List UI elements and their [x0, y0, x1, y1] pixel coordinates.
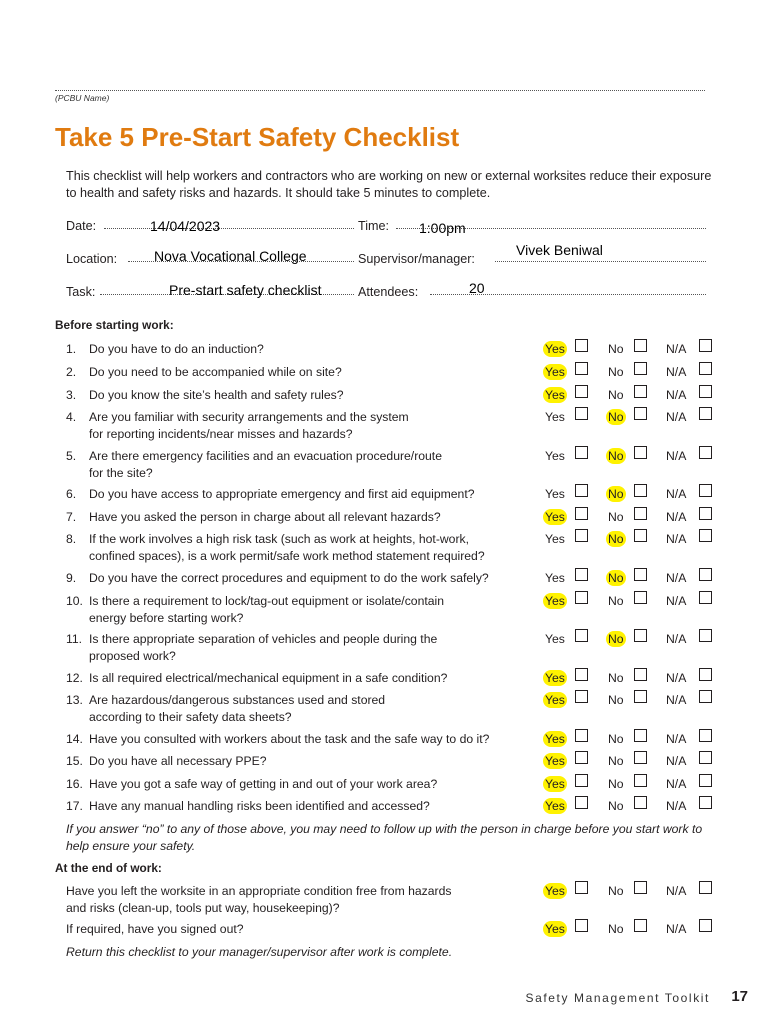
question-text	[66, 448, 541, 481]
option-no-label: No	[608, 777, 624, 791]
question-line: Are hazardous/dangerous substances used and stored	[89, 693, 386, 707]
question-line: and risks (clean-up, tools put way, housekeeping)?	[66, 900, 340, 915]
option-na-checkbox[interactable]	[699, 339, 712, 352]
question-text	[66, 670, 541, 687]
question-text	[66, 731, 541, 748]
footer-title: Safety Management Toolkit	[525, 991, 710, 1005]
option-no-checkbox[interactable]	[634, 774, 647, 787]
option-na-checkbox[interactable]	[699, 729, 712, 742]
question-line: Is there a requirement to lock/tag-out equipment or isolate/contain	[89, 594, 444, 608]
option-na-label: N/A	[666, 487, 687, 501]
option-na-checkbox[interactable]	[699, 507, 712, 520]
option-na-label: N/A	[666, 732, 687, 746]
option-yes-checkbox[interactable]	[575, 446, 588, 459]
option-no-label: No	[608, 388, 624, 402]
question-text	[66, 364, 541, 381]
page-number: 17	[731, 988, 748, 1005]
option-no-label: No	[608, 510, 624, 524]
option-no-checkbox[interactable]	[634, 407, 647, 420]
option-na-checkbox[interactable]	[699, 591, 712, 604]
option-no-label: No	[608, 732, 624, 746]
option-yes-label: Yes	[545, 510, 565, 524]
option-no-checkbox[interactable]	[634, 796, 647, 809]
option-na-checkbox[interactable]	[699, 751, 712, 764]
question-number: 12.	[66, 671, 83, 685]
time-label: Time:	[358, 219, 390, 233]
option-na-label: N/A	[666, 884, 687, 898]
date-value: 14/04/2023	[150, 218, 221, 234]
option-yes-checkbox[interactable]	[575, 568, 588, 581]
option-no-checkbox[interactable]	[634, 591, 647, 604]
option-yes-label: Yes	[545, 693, 565, 707]
option-no-label: No	[608, 571, 624, 585]
question-text	[66, 509, 541, 526]
attendees-value: 20	[469, 280, 485, 296]
question-number: 4.	[66, 410, 77, 424]
option-na-checkbox[interactable]	[699, 668, 712, 681]
option-no-label: No	[608, 365, 624, 379]
option-na-label: N/A	[666, 799, 687, 813]
option-no-checkbox[interactable]	[634, 529, 647, 542]
question-number: 2.	[66, 365, 77, 379]
question-text	[66, 692, 541, 725]
question-number: 6.	[66, 487, 77, 501]
option-no-checkbox[interactable]	[634, 668, 647, 681]
question-line: If required, have you signed out?	[66, 922, 244, 936]
option-no-label: No	[608, 594, 624, 608]
option-na-label: N/A	[666, 365, 687, 379]
option-yes-checkbox[interactable]	[575, 407, 588, 420]
option-yes-label: Yes	[545, 777, 565, 791]
option-yes-label: Yes	[545, 732, 565, 746]
option-yes-checkbox[interactable]	[575, 751, 588, 764]
question-text	[66, 593, 541, 626]
question-line: Do you need to be accompanied while on site?	[89, 365, 342, 379]
option-no-label: No	[608, 449, 624, 463]
location-value: Nova Vocational College	[154, 248, 307, 264]
option-na-checkbox[interactable]	[699, 796, 712, 809]
option-no-checkbox[interactable]	[634, 385, 647, 398]
option-na-label: N/A	[666, 671, 687, 685]
question-text	[66, 341, 541, 358]
question-line: Is there appropriate separation of vehicles and people during the	[89, 632, 438, 646]
question-number: 1.	[66, 342, 77, 356]
option-no-label: No	[608, 632, 624, 646]
option-no-checkbox[interactable]	[634, 690, 647, 703]
option-na-label: N/A	[666, 388, 687, 402]
option-no-checkbox[interactable]	[634, 484, 647, 497]
option-na-label: N/A	[666, 632, 687, 646]
question-text	[66, 798, 541, 815]
question-line: Are there emergency facilities and an evacuation procedure/route	[89, 449, 442, 463]
option-na-checkbox[interactable]	[699, 362, 712, 375]
end-heading: At the end of work:	[55, 861, 162, 875]
option-yes-label: Yes	[545, 594, 565, 608]
attendees-label: Attendees:	[358, 285, 419, 299]
option-no-checkbox[interactable]	[634, 362, 647, 375]
question-line: confined spaces), is a work permit/safe work method statement required?	[89, 548, 485, 563]
question-line: Do you have access to appropriate emergency and first aid equipment?	[89, 487, 475, 501]
question-number: 15.	[66, 754, 83, 768]
question-line: Do you have all necessary PPE?	[89, 754, 267, 768]
option-na-checkbox[interactable]	[699, 690, 712, 703]
option-na-checkbox[interactable]	[699, 568, 712, 581]
question-line: according to their safety data sheets?	[89, 709, 292, 724]
question-line: If the work involves a high risk task (such as work at heights, hot-work,	[89, 532, 469, 546]
question-text	[66, 387, 541, 404]
question-line: Have any manual handling risks been identified and accessed?	[89, 799, 430, 813]
option-na-label: N/A	[666, 594, 687, 608]
question-line: energy before starting work?	[89, 610, 244, 625]
option-yes-label: Yes	[545, 632, 565, 646]
option-no-label: No	[608, 487, 624, 501]
option-no-checkbox[interactable]	[634, 507, 647, 520]
option-yes-checkbox[interactable]	[575, 591, 588, 604]
option-yes-checkbox[interactable]	[575, 668, 588, 681]
question-text	[66, 753, 541, 770]
before-heading: Before starting work:	[55, 318, 174, 332]
question-number: 5.	[66, 449, 77, 463]
question-line: Have you left the worksite in an appropriate condition free from hazards	[66, 884, 452, 898]
option-no-checkbox[interactable]	[634, 729, 647, 742]
option-na-checkbox[interactable]	[699, 529, 712, 542]
option-na-label: N/A	[666, 449, 687, 463]
option-na-label: N/A	[666, 754, 687, 768]
option-yes-label: Yes	[545, 388, 565, 402]
pcbu-name-label: (PCBU Name)	[55, 93, 110, 103]
option-yes-label: Yes	[545, 922, 565, 936]
option-no-label: No	[608, 532, 624, 546]
option-yes-label: Yes	[545, 532, 565, 546]
option-na-checkbox[interactable]	[699, 484, 712, 497]
option-yes-label: Yes	[545, 342, 565, 356]
option-na-label: N/A	[666, 571, 687, 585]
supervisor-label: Supervisor/manager:	[358, 252, 475, 266]
option-no-label: No	[608, 922, 624, 936]
question-number: 9.	[66, 571, 77, 585]
option-no-label: No	[608, 410, 624, 424]
option-na-checkbox[interactable]	[699, 407, 712, 420]
task-value: Pre-start safety checklist	[169, 282, 322, 298]
option-na-label: N/A	[666, 693, 687, 707]
option-yes-label: Yes	[545, 754, 565, 768]
option-yes-label: Yes	[545, 884, 565, 898]
question-number: 14.	[66, 732, 83, 746]
option-yes-checkbox[interactable]	[575, 507, 588, 520]
intro-text: This checklist will help workers and contractors who are working on new or external worksites reduce their exposure to health and safety risks and hazards. It should take 5 minutes to complete.	[66, 169, 712, 200]
option-yes-label: Yes	[545, 410, 565, 424]
question-line: Have you asked the person in charge about all relevant hazards?	[89, 510, 441, 524]
option-na-checkbox[interactable]	[699, 881, 712, 894]
option-na-checkbox[interactable]	[699, 774, 712, 787]
option-yes-label: Yes	[545, 449, 565, 463]
option-no-label: No	[608, 693, 624, 707]
question-text	[66, 570, 541, 587]
option-yes-label: Yes	[545, 571, 565, 585]
option-yes-label: Yes	[545, 671, 565, 685]
date-label: Date:	[66, 219, 97, 233]
option-yes-checkbox[interactable]	[575, 529, 588, 542]
question-line: Have you consulted with workers about the task and the safe way to do it?	[89, 732, 490, 746]
end-note: Return this checklist to your manager/supervisor after work is complete.	[66, 945, 453, 959]
option-na-label: N/A	[666, 510, 687, 524]
option-yes-label: Yes	[545, 365, 565, 379]
option-na-checkbox[interactable]	[699, 385, 712, 398]
pcbu-name-line[interactable]	[55, 82, 705, 91]
option-no-label: No	[608, 884, 624, 898]
question-number: 7.	[66, 510, 77, 524]
option-na-checkbox[interactable]	[699, 919, 712, 932]
option-no-checkbox[interactable]	[634, 629, 647, 642]
question-line: for reporting incidents/near misses and hazards?	[89, 426, 353, 441]
location-label: Location:	[66, 252, 118, 266]
question-line: Do you know the site’s health and safety rules?	[89, 388, 344, 402]
option-yes-checkbox[interactable]	[575, 729, 588, 742]
option-yes-checkbox[interactable]	[575, 362, 588, 375]
time-value: 1:00pm	[419, 220, 466, 236]
option-no-checkbox[interactable]	[634, 881, 647, 894]
option-na-label: N/A	[666, 922, 687, 936]
question-number: 3.	[66, 388, 77, 402]
option-na-label: N/A	[666, 410, 687, 424]
option-no-checkbox[interactable]	[634, 568, 647, 581]
question-line: Are you familiar with security arrangements and the system	[89, 410, 409, 424]
question-number: 8.	[66, 532, 77, 546]
option-na-label: N/A	[666, 342, 687, 356]
option-yes-checkbox[interactable]	[575, 629, 588, 642]
question-text	[66, 883, 541, 916]
question-number: 11.	[66, 632, 83, 646]
question-line: proposed work?	[89, 648, 176, 663]
question-text	[66, 531, 541, 564]
option-na-label: N/A	[666, 777, 687, 791]
option-no-label: No	[608, 342, 624, 356]
question-text	[66, 486, 541, 503]
option-yes-checkbox[interactable]	[575, 484, 588, 497]
task-label: Task:	[66, 285, 96, 299]
page-title: Take 5 Pre-Start Safety Checklist	[55, 122, 460, 152]
option-no-label: No	[608, 754, 624, 768]
question-line: Is all required electrical/mechanical equipment in a safe condition?	[89, 671, 448, 685]
supervisor-value: Vivek Beniwal	[516, 242, 603, 258]
option-no-checkbox[interactable]	[634, 339, 647, 352]
option-na-checkbox[interactable]	[699, 446, 712, 459]
option-no-label: No	[608, 799, 624, 813]
question-number: 10.	[66, 594, 83, 608]
question-text	[66, 921, 541, 938]
option-no-checkbox[interactable]	[634, 919, 647, 932]
option-yes-checkbox[interactable]	[575, 796, 588, 809]
option-yes-checkbox[interactable]	[575, 774, 588, 787]
option-no-checkbox[interactable]	[634, 446, 647, 459]
question-number: 17.	[66, 799, 83, 813]
option-na-checkbox[interactable]	[699, 629, 712, 642]
option-na-label: N/A	[666, 532, 687, 546]
option-yes-checkbox[interactable]	[575, 385, 588, 398]
question-number: 16.	[66, 777, 83, 791]
date-field[interactable]	[104, 218, 354, 229]
option-yes-label: Yes	[545, 487, 565, 501]
question-line: for the site?	[89, 465, 153, 480]
before-note: If you answer “no” to any of those above, you may need to follow up with the person in charge before you start work to help ensure your safety.	[66, 822, 703, 853]
question-line: Do you have to do an induction?	[89, 342, 264, 356]
option-yes-checkbox[interactable]	[575, 881, 588, 894]
option-no-checkbox[interactable]	[634, 751, 647, 764]
question-text	[66, 631, 541, 664]
option-no-label: No	[608, 671, 624, 685]
question-line: Have you got a safe way of getting in and out of your work area?	[89, 777, 438, 791]
question-text	[66, 409, 541, 442]
option-yes-checkbox[interactable]	[575, 339, 588, 352]
question-text	[66, 776, 541, 793]
option-yes-checkbox[interactable]	[575, 690, 588, 703]
question-number: 13.	[66, 693, 83, 707]
question-line: Do you have the correct procedures and equipment to do the work safely?	[89, 571, 489, 585]
option-yes-checkbox[interactable]	[575, 919, 588, 932]
option-yes-label: Yes	[545, 799, 565, 813]
